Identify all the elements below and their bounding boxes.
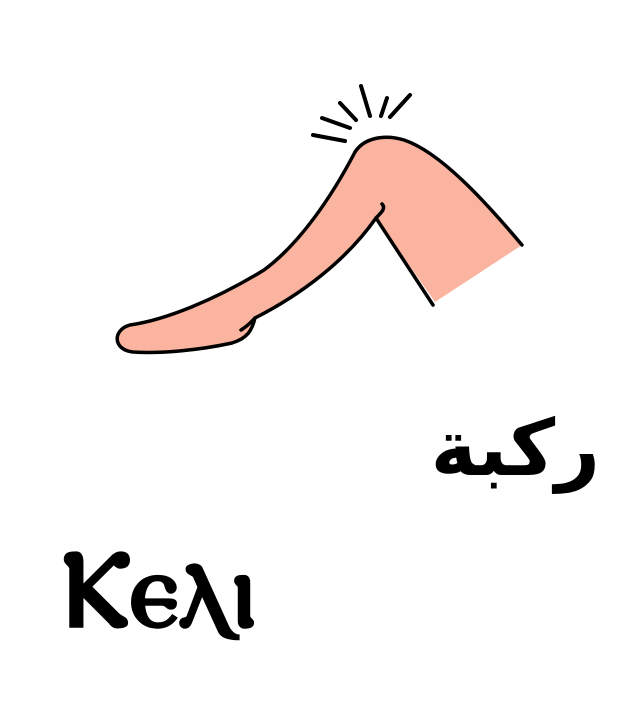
leg-shape xyxy=(117,137,522,352)
pain-lines xyxy=(313,86,410,141)
arabic-word: ركبة xyxy=(430,404,600,494)
coptic-word: Ⲕⲉⲗⲓ xyxy=(62,526,259,652)
